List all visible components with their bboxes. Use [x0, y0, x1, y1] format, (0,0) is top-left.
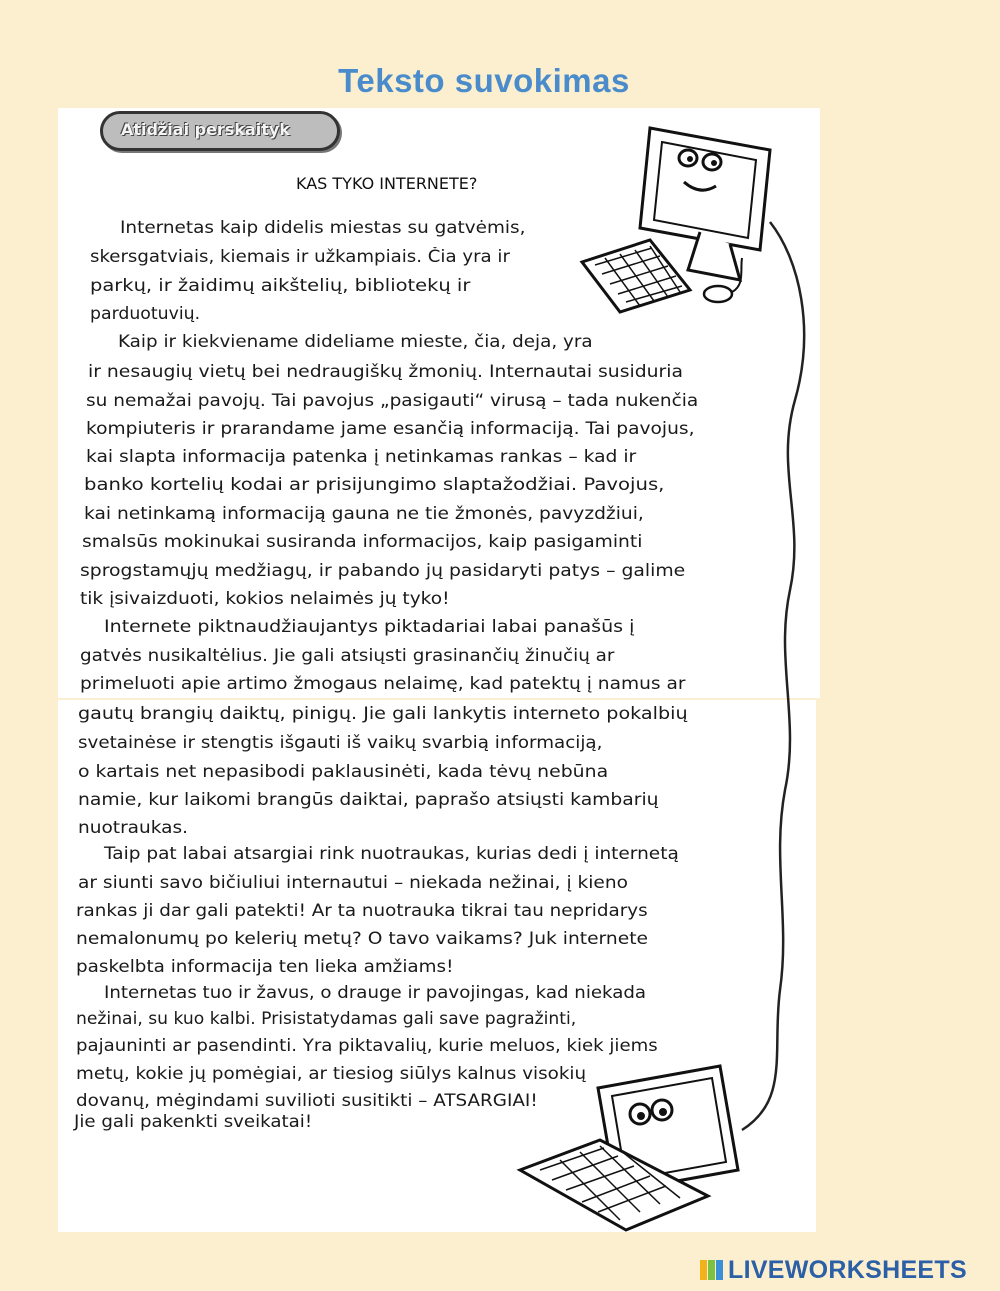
story-line: su nemažai pavojų. Tai pavojus „pasigauti“ virusą – tada nukenčia	[86, 391, 699, 410]
story-line: Jie gali pakenkti sveikatai!	[74, 1112, 313, 1131]
computer-cable-icon	[742, 222, 804, 1130]
story-line: o kartais net nepasibodi paklausinėti, kada tėvų nebūna	[78, 762, 609, 781]
story-line: kompiuteris ir prarandame jame esančią informaciją. Tai pavojus,	[86, 419, 695, 438]
story-line: ir nesaugių vietų bei nedraugiškų žmonių. Internautai susiduria	[88, 362, 683, 381]
story-line: Internete piktnaudžiaujantys piktadariai labai panašūs į	[104, 617, 635, 636]
story-line: pajauninti ar pasendinti. Yra piktavalių, kurie meluos, kiek jiems	[76, 1036, 658, 1055]
instruction-badge-label: Atidžiai perskaityk	[121, 120, 290, 139]
brand-name: LIVEWORKSHEETS	[728, 1255, 967, 1284]
story-line: primeluoti apie artimo žmogaus nelaimę, kad patektų į namus ar	[80, 674, 686, 693]
story-line: smalsūs mokinukai susiranda informacijos, kaip pasigaminti	[82, 532, 643, 551]
story-line: nežinai, su kuo kalbi. Prisistatydamas gali save pagražinti,	[76, 1009, 577, 1028]
story-line: dovanų, mėgindami suvilioti susitikti – ATSARGIAI!	[76, 1091, 538, 1110]
story-line: nemalonumų po kelerių metų? O tavo vaikams? Juk internete	[76, 929, 648, 948]
story-line: parduotuvių.	[90, 304, 201, 323]
brand-watermark	[700, 1256, 967, 1284]
story-title: KAS TYKO INTERNETE?	[296, 174, 478, 193]
story-line: paskelbta informacija ten lieka amžiams!	[76, 957, 454, 976]
story-line: Internetas kaip didelis miestas su gatvėmis,	[120, 218, 526, 237]
story-line: Taip pat labai atsargiai rink nuotraukas, kurias dedi į internetą	[104, 844, 679, 863]
story-line: gatvės nusikaltėlius. Jie gali atsiųsti grasinančių žinučių ar	[80, 646, 615, 665]
story-line: Kaip ir kiekviename dideliame mieste, čia, deja, yra	[118, 332, 593, 351]
story-line: Internetas tuo ir žavus, o drauge ir pavojingas, kad niekada	[104, 983, 647, 1002]
story-line: gautų brangių daiktų, pinigų. Jie gali lankytis interneto pokalbių	[78, 704, 688, 723]
story-line: tik įsivaizduoti, kokios nelaimės jų tyko!	[80, 589, 450, 608]
story-line: kai slapta informacija patenka į netinkamas rankas – kad ir	[86, 447, 637, 466]
page-title: Teksto suvokimas	[338, 62, 630, 99]
story-line: kai netinkamą informaciją gauna ne tie žmonės, pavyzdžiui,	[84, 504, 644, 523]
story-line: rankas ji dar gali patekti! Ar ta nuotrauka tikrai tau nepridarys	[76, 901, 648, 920]
story-line: svetainėse ir stengtis išgauti iš vaikų svarbią informaciją,	[78, 733, 603, 752]
laptop-computer-icon	[520, 1066, 738, 1230]
story-line: skersgatviais, kiemais ir užkampiais. Čia yra ir	[90, 247, 510, 266]
story-line: sprogstamųjų medžiagų, ir pabando jų pasidaryti patys – galime	[80, 561, 686, 580]
story-line: namie, kur laikomi brangūs daiktai, paprašo atsiųsti kambarių	[78, 790, 659, 809]
desktop-computer-icon	[582, 128, 770, 312]
story-line: nuotraukas.	[78, 818, 189, 837]
story-line: ar siunti savo bičiuliui internautui – niekada nežinai, į kieno	[78, 873, 628, 892]
story-line: parkų, ir žaidimų aikštelių, bibliotekų ir	[90, 276, 471, 295]
story-line: metų, kokie jų pomėgiai, ar tiesiog siūlys kalnus visokių	[76, 1064, 587, 1083]
liveworksheets-logo-icon	[700, 1258, 724, 1282]
story-line: banko kortelių kodai ar prisijungimo slaptažodžiai. Pavojus,	[84, 475, 665, 494]
